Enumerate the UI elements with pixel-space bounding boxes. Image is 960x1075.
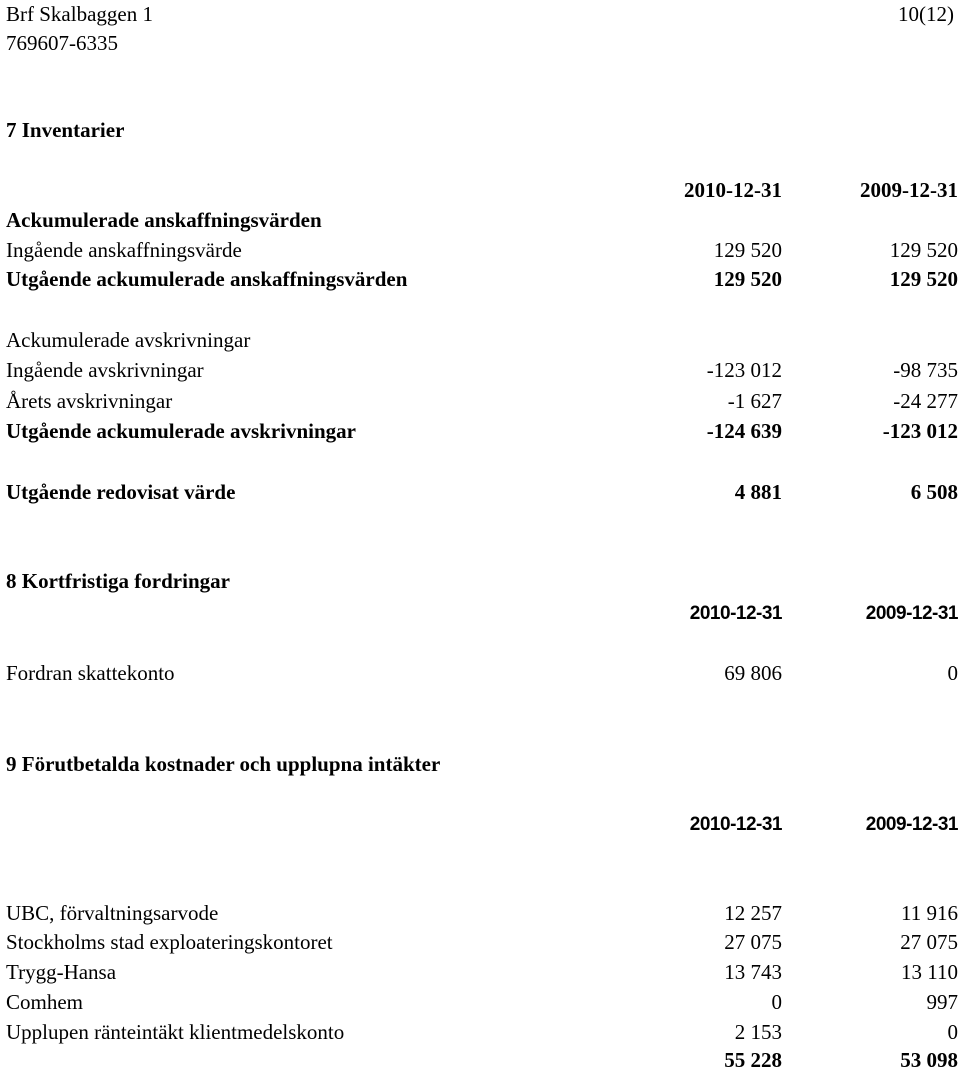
- row-label: Utgående redovisat värde: [6, 480, 236, 504]
- row-label: Ingående avskrivningar: [6, 358, 204, 382]
- value-2009: -98 735: [893, 358, 958, 382]
- total-2009: 53 098: [900, 1048, 958, 1072]
- table-row-total: [6, 1046, 958, 1075]
- table-row: [6, 928, 958, 957]
- table-row: [6, 356, 958, 385]
- note7-title: [6, 116, 958, 145]
- column-header-2010: 2010-12-31: [684, 178, 782, 202]
- row-label: Utgående ackumulerade avskrivningar: [6, 419, 357, 443]
- table-row: [6, 958, 958, 987]
- table-row: [6, 659, 958, 688]
- row-label: Trygg-Hansa: [6, 960, 117, 984]
- column-header-2009: 2009-12-31: [860, 178, 958, 202]
- table-row: [6, 988, 958, 1017]
- table-row: [6, 387, 958, 416]
- page-number: 10(12): [898, 2, 954, 26]
- value-2010: 129 520: [713, 267, 782, 291]
- row-label: UBC, förvaltningsarvode: [6, 901, 219, 925]
- row-label: Utgående ackumulerade anskaffningsvärden: [6, 267, 408, 291]
- note9-title: [6, 750, 958, 779]
- value-2010: -123 012: [706, 358, 782, 382]
- row-label: Ackumulerade anskaffningsvärden: [6, 208, 322, 232]
- section-title: 7 Inventarier: [6, 118, 125, 142]
- value-2009: 129 520: [889, 267, 958, 291]
- column-header-2010: 2010-12-31: [689, 814, 782, 835]
- table-row-total: [6, 478, 958, 507]
- value-2009: 0: [947, 661, 958, 685]
- row-label: Stockholms stad exploateringskontoret: [6, 930, 333, 954]
- value-2010: 4 881: [734, 480, 782, 504]
- column-header-2009: 2009-12-31: [865, 814, 958, 835]
- value-2009: 6 508: [910, 480, 958, 504]
- row-label: Ingående anskaffningsvärde: [6, 238, 242, 262]
- row-label: Upplupen ränteintäkt klientmedelskonto: [6, 1020, 345, 1044]
- section-title: 8 Kortfristiga fordringar: [6, 569, 230, 593]
- value-2009: 11 916: [901, 901, 958, 925]
- value-2010: 0: [771, 990, 782, 1014]
- value-2010: 2 153: [734, 1020, 782, 1044]
- value-2009: 129 520: [889, 238, 958, 262]
- value-2009: 27 075: [900, 930, 958, 954]
- note7-subheading: [6, 326, 958, 355]
- row-label: Ackumulerade avskrivningar: [6, 328, 251, 352]
- row-label: Comhem: [6, 990, 83, 1014]
- note9-column-headers: [6, 810, 958, 839]
- value-2009: -123 012: [882, 419, 958, 443]
- org-number: 769607-6335: [6, 31, 118, 55]
- column-header-2010: 2010-12-31: [689, 603, 782, 624]
- value-2009: -24 277: [893, 389, 958, 413]
- page-header-left: [6, 0, 153, 58]
- value-2010: -124 639: [706, 419, 782, 443]
- section-title: 9 Förutbetalda kostnader och upplupna intäkter: [6, 752, 441, 776]
- value-2009: 997: [926, 990, 958, 1014]
- value-2009: 0: [947, 1020, 958, 1044]
- table-row: [6, 236, 958, 265]
- value-2010: 13 743: [724, 960, 782, 984]
- company-name: Brf Skalbaggen 1: [6, 2, 153, 26]
- value-2010: 27 075: [724, 930, 782, 954]
- row-label: Årets avskrivningar: [6, 389, 173, 413]
- table-row: [6, 1018, 958, 1047]
- row-label: Fordran skattekonto: [6, 661, 175, 685]
- note7-column-headers: [6, 176, 958, 205]
- table-row: [6, 899, 958, 928]
- table-row-subtotal: [6, 417, 958, 446]
- value-2010: -1 627: [727, 389, 782, 413]
- table-row-subtotal: [6, 265, 958, 294]
- value-2010: 69 806: [724, 661, 782, 685]
- value-2009: 13 110: [901, 960, 958, 984]
- total-2010: 55 228: [724, 1048, 782, 1072]
- value-2010: 12 257: [724, 901, 782, 925]
- note7-subheading: [6, 206, 958, 235]
- value-2010: 129 520: [713, 238, 782, 262]
- column-header-2009: 2009-12-31: [865, 603, 958, 624]
- note8-title: [6, 567, 958, 596]
- note8-column-headers: [6, 599, 958, 628]
